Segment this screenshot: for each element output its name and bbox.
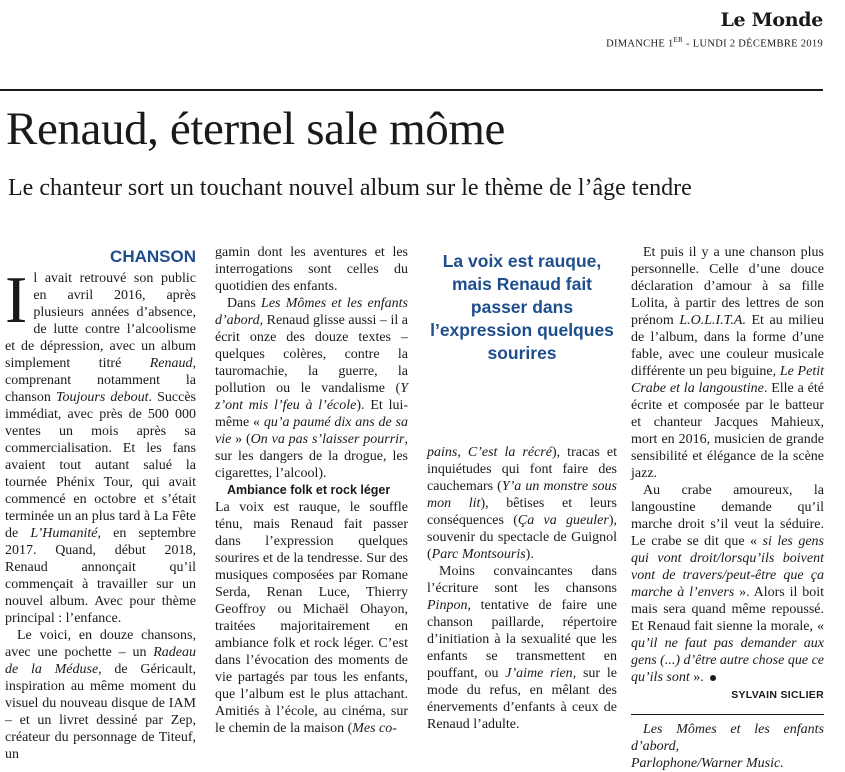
column-3-body <box>427 444 617 733</box>
section-rubric: CHANSON <box>110 247 196 266</box>
article-column-2 <box>215 244 408 737</box>
drop-cap: I <box>5 263 28 337</box>
album-info <box>631 721 824 772</box>
info-rule <box>631 714 824 715</box>
newspaper-logo: Le Monde <box>720 9 823 31</box>
article-column-1 <box>5 244 196 763</box>
article-column-4 <box>631 244 824 772</box>
paragraph: gamin dont les aventures et les interrogations sont celles du quotidien des enfants. <box>215 245 408 294</box>
section-subtitle: Ambiance folk et rock léger <box>227 483 391 497</box>
article-subhead: Le chanteur sort un touchant nouvel album sur le thème de l’âge tendre <box>8 175 692 201</box>
album-label: Parlophone/Warner Music. <box>631 756 784 771</box>
paragraph: Et puis il y a une chanson plus personnelle. Celle d’une douce déclaration d’amour à sa fille Lolita, à partir des lettres de son prénom L.O.L.I.T.A. Et au milieu de l’album, dans la forme d’une fable, avec une couleur musicale différente un peu biguine, Le Petit Crabe et la langoustine. Elle a été écrite et composée par le batteur et chanteur Jacques Mahieux, mort en 2016, musicien de grande sensibilité et élégance de la scène jazz. <box>631 245 825 481</box>
issue-date: DIMANCHE 1ER - LUNDI 2 DÉCEMBRE 2019 <box>606 36 823 50</box>
paragraph: Moins convaincantes dans l’écriture sont les chansons Pinpon, tentative de faire une chanson paillarde, répertoire d’initiation à la sexualité que les enfants se transmettent en pouffant, ou J’aime rien, sur le mode du refus, en mêlant des énervements d’enfants à ceux de Renaud l’adulte. <box>427 564 617 732</box>
paragraph: pains, C’est la récré), tracas et inquiétudes qui font faire des cauchemars (Y’a un monstre sous mon lit), bêtises et leurs conséquences (Ça va gueuler), souvenir du spectacle de Guignol (Parc Montsouris). <box>427 445 618 562</box>
pull-quote: La voix est rauque, mais Renaud fait passer dans l’expression quelques sourires <box>430 251 614 363</box>
paragraph: La voix est rauque, le souffle ténu, mais Renaud fait passer dans l’expression quelques sourires et de la tendresse. Sur des musiques composées par Romane Serda, Renan Luce, Thierry Geoffroy ou Michaël Ohayon, traitées majoritairement en ambiance folk et rock léger. C’est dans l’évocation des moments de vie partagés par tous les enfants, que l’album est le plus attachant. Amitiés à l’école, au cinéma, sur le chemin de la maison (Mes co- <box>215 500 408 736</box>
header-rule <box>0 89 823 91</box>
paragraph: Le voici, en douze chansons, avec une pochette – un Radeau de la Méduse, de Géricault, inspiration au même moment du visuel du nouveau disque de IAM – et un livret dessiné par Zep, créateur du personnage de Titeuf, un <box>5 628 196 762</box>
album-title: Les Mômes et les enfants d’abord, <box>631 722 824 754</box>
paragraph: Dans Les Mômes et les enfants d’abord, Renaud glisse aussi – il a écrit onze des douze textes – quelques colères, contre la tauromachie, la guerre, la pollution ou le vandalisme (Y z’ont mis l’feu à l’école). Et lui-même « qu’a paumé dix ans de sa vie » (On va pas s’laisser pourrir, sur les dangers de la drogue, les cigarettes, l’alcool). <box>215 296 409 481</box>
end-mark-icon <box>710 675 716 681</box>
paragraph-intro: Il avait retrouvé son public en avril 2016, après plusieurs années d’absence, de lutte contre l’alcoolisme et de dépression, avec un album simplement titré Renaud, comprenant notamment la chanson Toujours debout. Succès immédiat, avec près de 500 000 ventes un mois après sa commercialisation. Et les fans avaient tout autant salué la tournée Phénix Tour, qui avait commencé en octobre et s’était terminée un an plus tard à La Fête de L’Humanité, en septembre 2017. Quand, début 2018, Renaud annonçait qu’il commençait à travailler sur un nouvel album. Avec pour thème principal : l’enfance. <box>5 263 196 626</box>
article-headline: Renaud, éternel sale môme <box>6 103 505 155</box>
masthead <box>606 8 823 52</box>
paragraph: Au crabe amoureux, la langoustine demande qu’il marche droit s’il veut la séduire. Le crabe se dit que « si les gens qui vont droit/lorsqu’ils boivent vont de travers/peut-être que ça marche à l’envers ». Alors il boit mais sera quand même repoussé. Et Renaud fait sienne la morale, « qu’il ne faut pas demander aux gens (...) d’être autre chose que ce qu’ils sont ». <box>631 483 824 685</box>
author-byline: SYLVAIN SICLIER <box>731 689 824 701</box>
